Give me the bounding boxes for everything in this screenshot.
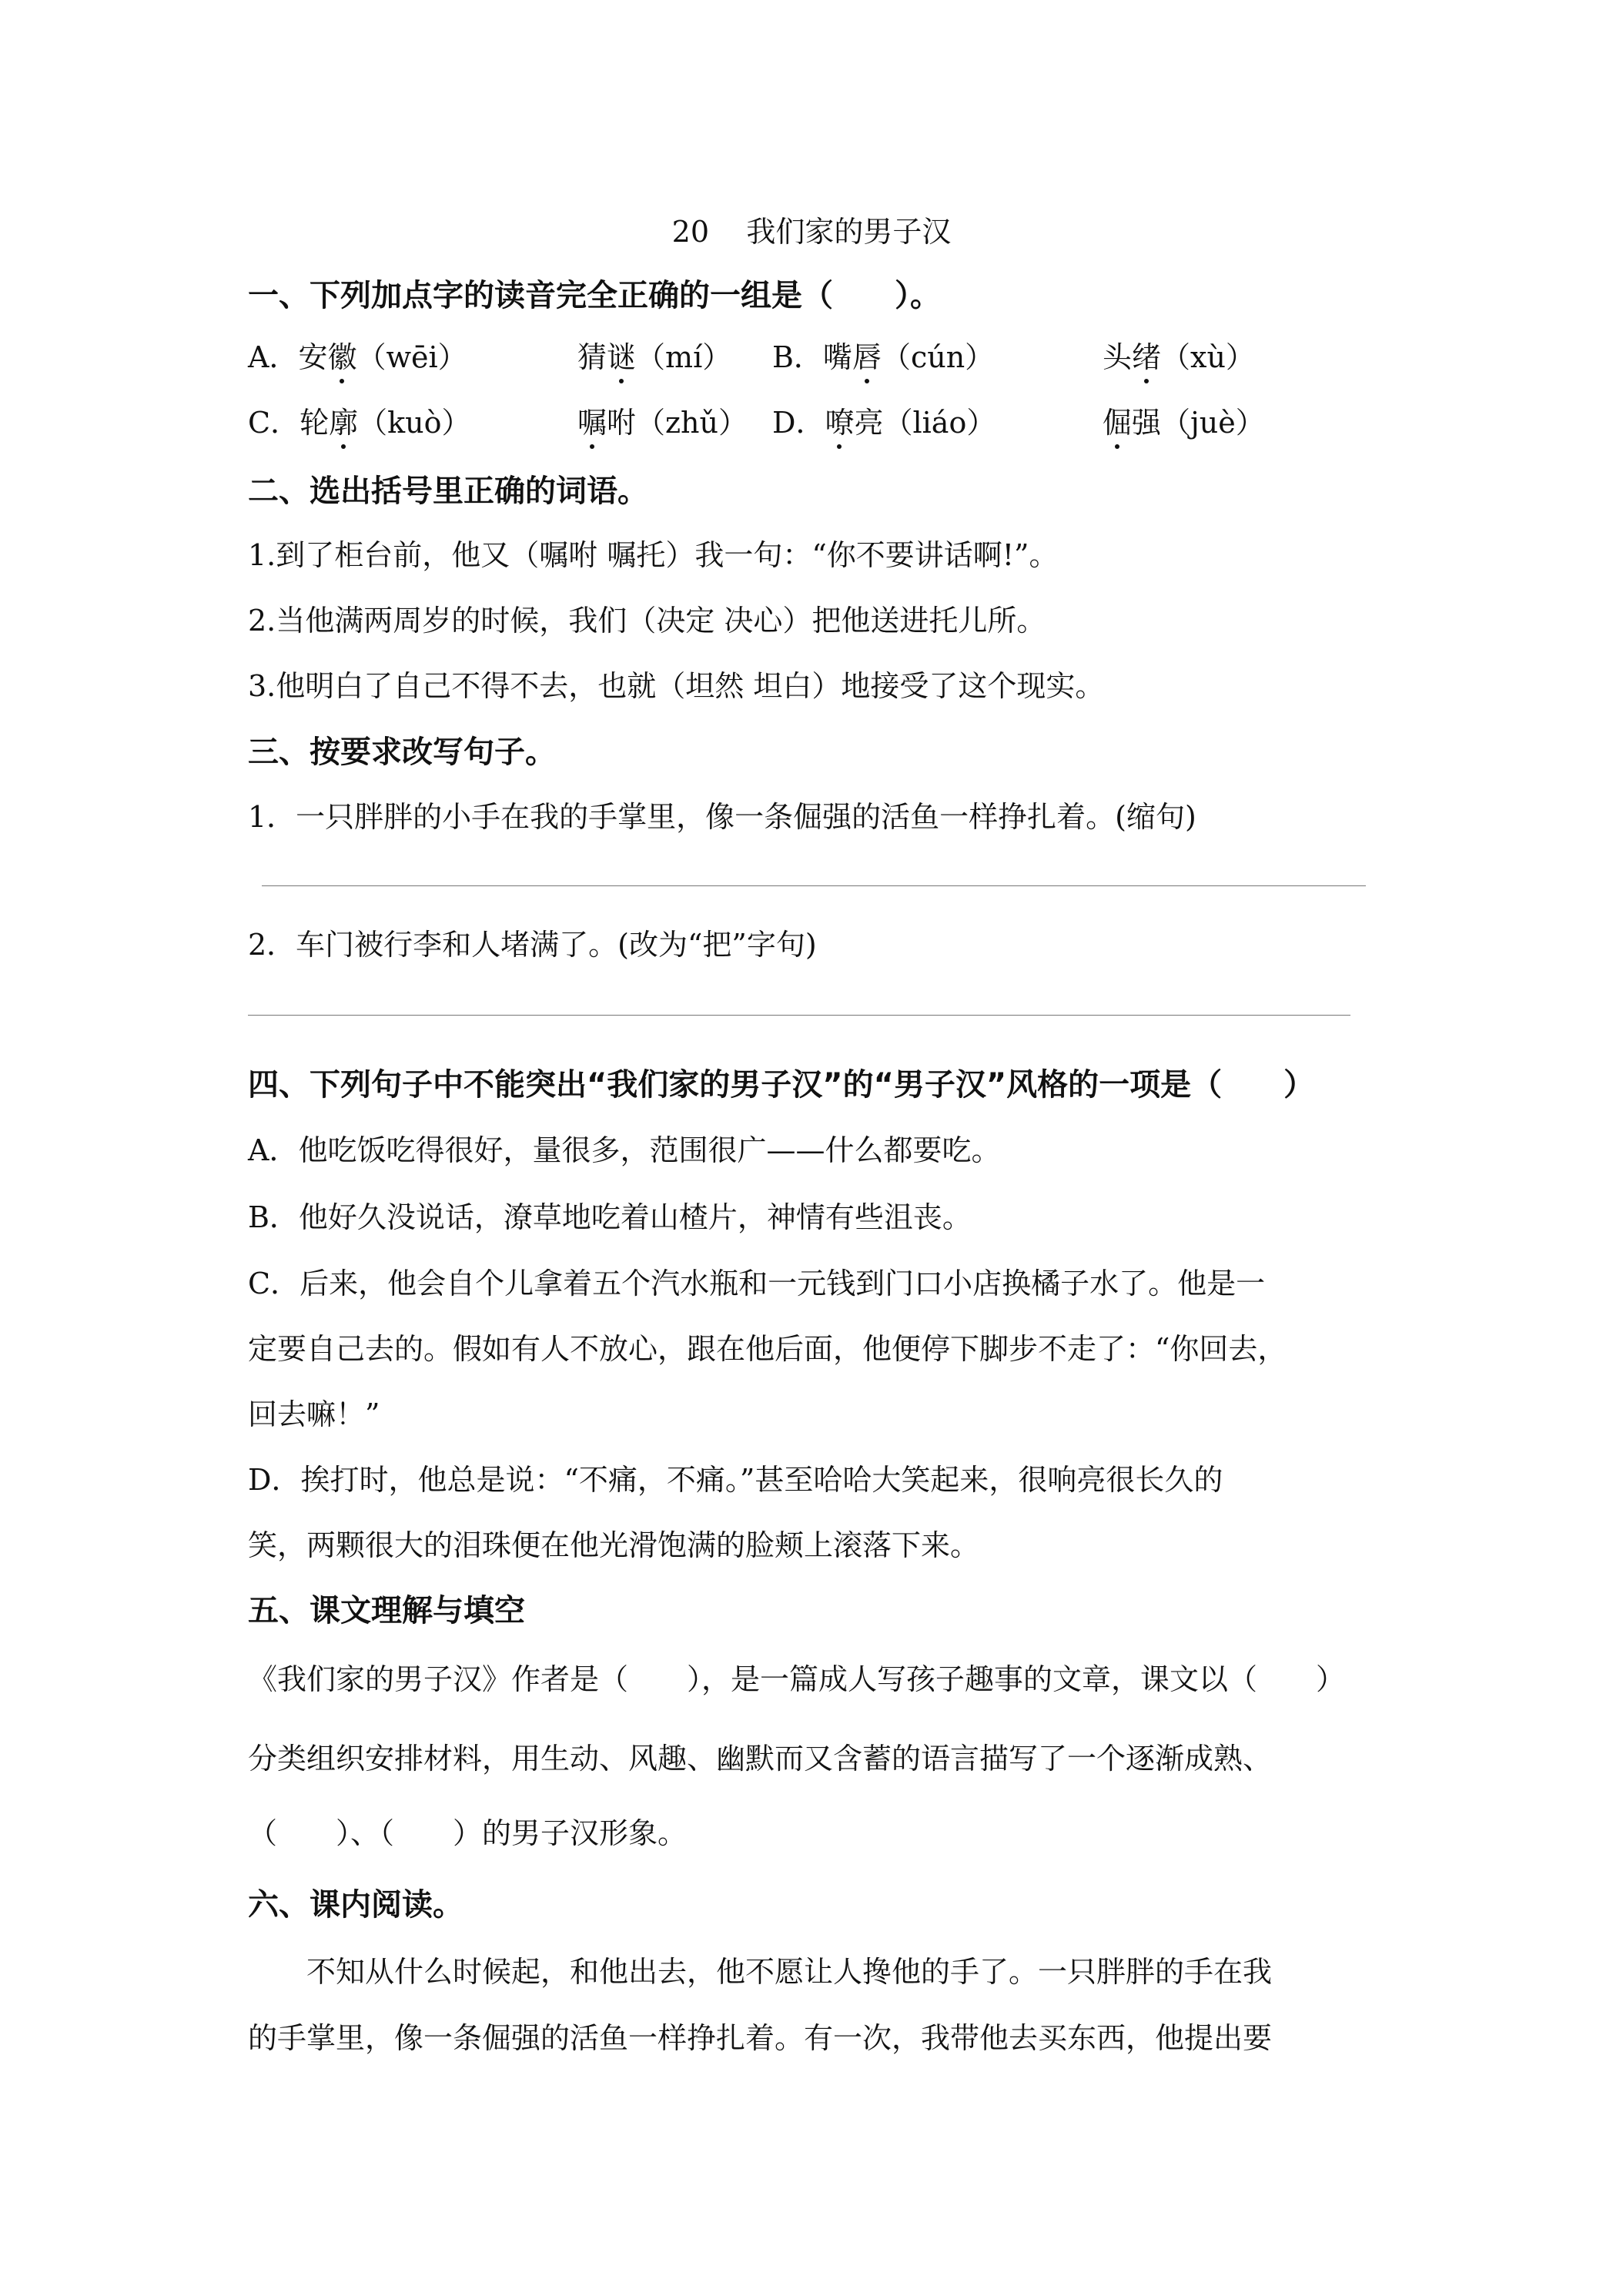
- section-2-item-3: 3.他明白了自己不得不去，也就（坦然 坦白）地接受了这个现实。: [248, 669, 1105, 703]
- option-b-1: B．嘴唇（cún）: [772, 333, 994, 376]
- dotted-char: 徽: [327, 333, 356, 376]
- option-d-2: 倔强（juè）: [1103, 399, 1265, 441]
- answer-line-1[interactable]: [262, 885, 1366, 886]
- section-5-line-3: （ ）、（ ）的男子汉形象。: [248, 1816, 688, 1850]
- section-4-line-2: B．他好久没说话，潦草地吃着山楂片，神情有些沮丧。: [248, 1200, 972, 1234]
- dotted-char: 廓: [329, 399, 358, 441]
- option-a-1: A．安徽（wēi）: [248, 333, 467, 376]
- section-5-line-2: 分类组织安排材料，用生动、风趣、幽默而又含蓄的语言描写了一个逐渐成熟、: [248, 1742, 1273, 1776]
- dotted-char: 嘹: [825, 399, 854, 441]
- section-2-item-1: 1.到了柜台前，他又（嘱咐 嘱托）我一句：“你不要讲话啊!”。: [248, 538, 1059, 572]
- section-1-heading: 一、下列加点字的读音完全正确的一组是（ ）。: [248, 278, 941, 313]
- section-4-line-3: C．后来，他会自个儿拿着五个汽水瓶和一元钱到门口小店换橘子水了。他是一: [248, 1267, 1266, 1300]
- section-4-line-7: 笑，两颗很大的泪珠便在他光滑饱满的脸颊上滚落下来。: [248, 1528, 980, 1562]
- dotted-char: 唇: [852, 333, 882, 376]
- section-5-heading: 五、课文理解与填空: [248, 1593, 525, 1628]
- section-2-heading: 二、选出括号里正确的词语。: [248, 474, 648, 509]
- option-c-2: 嘱咐（zhǔ）: [577, 399, 748, 441]
- section-4-line-6: D．挨打时，他总是说：“不痛，不痛。”甚至哈哈大笑起来，很响亮很长久的: [248, 1463, 1223, 1497]
- section-4-line-1: A．他吃饭吃得很好，量很多，范围很广——什么都要吃。: [248, 1133, 1001, 1167]
- section-6-heading: 六、课内阅读。: [248, 1887, 463, 1923]
- dotted-char: 嘱: [577, 399, 607, 441]
- section-4-line-4: 定要自己去的。假如有人不放心，跟在他后面，他便停下脚步不走了：“你回去，: [248, 1332, 1287, 1366]
- section-3-heading: 三、按要求改写句子。: [248, 735, 556, 770]
- option-b-2: 头绪（xù）: [1103, 333, 1255, 376]
- option-c-1: C．轮廓（kuò）: [248, 399, 470, 441]
- option-a-2: 猜谜（mí）: [577, 333, 731, 376]
- section-6-line-2: 的手掌里，像一条倔强的活鱼一样挣扎着。有一次，我带他去买东西，他提出要: [248, 2021, 1273, 2055]
- dotted-char: 绪: [1132, 333, 1161, 376]
- option-d-1: D．嘹亮（liáo）: [772, 399, 996, 441]
- section-4-line-5: 回去嘛！”: [248, 1397, 380, 1431]
- section-5-line-1: 《我们家的男子汉》作者是（ ），是一篇成人写孩子趣事的文章，课文以（ ）: [248, 1662, 1346, 1696]
- section-4-heading: 四、下列句子中不能突出“我们家的男子汉”的“男子汉”风格的一项是（ ）: [248, 1067, 1315, 1103]
- dotted-char: 倔: [1103, 399, 1132, 441]
- answer-line-2[interactable]: [248, 1015, 1350, 1016]
- section-3-item-1: 1．一只胖胖的小手在我的手掌里，像一条倔强的活鱼一样挣扎着。(缩句): [248, 800, 1196, 834]
- section-3-item-2: 2．车门被行李和人堵满了。(改为“把”字句): [248, 928, 817, 962]
- section-2-item-2: 2.当他满两周岁的时候，我们（决定 决心）把他送进托儿所。: [248, 604, 1046, 638]
- section-6-line-1: 不知从什么时候起，和他出去，他不愿让人搀他的手了。一只胖胖的手在我: [248, 1955, 1273, 1989]
- page-title: 20 我们家的男子汉: [671, 215, 952, 249]
- dotted-char: 谜: [607, 333, 636, 376]
